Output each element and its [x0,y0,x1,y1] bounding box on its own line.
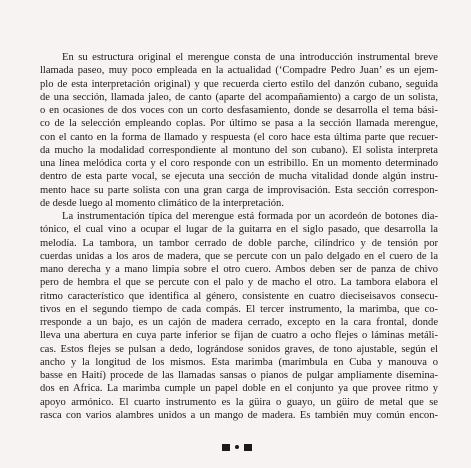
text-line: rasca con varios alambres unidos a un mango de madera. Es también muy común encon- [40,409,438,421]
text-line: mano derecha y a mano limpia sobre el otro cuero. Ambos deben ser de panza de chivo [40,264,438,275]
body-text [40,51,438,422]
page-footer-ornament [222,443,252,451]
text-line: En su estructura original el merengue consta de una introducción instrumental breve [62,52,438,63]
text-line: pero de hembra el que se percute con el palo y de macho el otro. La tambora elabora el [40,277,438,289]
text-line: co de la selección empleando coplas. Por último se pasa a la sección llamada merengue, [40,118,438,130]
text-line: tivos en el segundo tiempo de cada compás. El tercer instrumento, la marimba, que co- [40,303,438,315]
text-line: de desde luego al momento climático de la interpretación. [40,197,284,209]
square-ornament-icon [244,444,252,451]
text-line: La instrumentación típica del merengue está formada por un acordeón de botones dia- [62,211,438,222]
text-line: rresponde a un bajo, es un cajón de madera cerrado, excepto en la cara frontal, donde [40,317,438,328]
text-line: ancho y la longitud de los mismos. Esta marimba (marímbula en Cuba y manouva o [40,356,438,368]
text-line: da mucho la modalidad correspondiente al montuno del son cubano). El solista interpreta [40,144,438,156]
text-line: de una sección, llamada jaleo, de canto (aparte del acompañamiento) a cargo de un solista, [40,91,438,103]
text-line: basse en Haití) procede de las llamadas sansas o pianos de pulgar ampliamente disemina- [40,370,438,381]
text-line: ritmo característico que identifica al género, consistente en cuatro dieciseisavos consecu- [40,290,438,302]
text-line: mento hace su parte solista con una gran carga de improvisación. Esta sección correspon- [40,184,438,196]
text-line: melodía. La tambora, un tambor cerrado de doble parche, cilíndrico y de tensión por [40,237,438,249]
square-ornament-icon [222,444,230,451]
text-line: tónico, el cual vino a ocupar el lugar de la guitarra en el siglo pasado, que desarrolla la [40,224,438,236]
text-line: llamada paseo, muy poco empleada en la actualidad (‘Compadre Pedro Juan’ es un ejem- [40,65,438,77]
text-line: una línea melódica corta y el coro responde con un estribillo. En un momento determinado [40,158,438,169]
text-line: lleva una abertura en cuya parte inferior se fijan de cuatro a ocho flejes o láminas metáli- [40,330,438,342]
text-line: dentro de esta parte vocal, se ejecuta una sección de mucha vitalidad donde algún instru- [40,171,438,183]
text-line: o en ocasiones de dos voces con un corto desfasamiento, donde se desarrolla el tema bási- [40,105,438,116]
text-line: dos en Africa. La marimba cumple un papel doble en el conjunto ya que provee ritmo y [40,383,438,395]
paragraph-instrumentation [40,210,438,422]
text-line: con el canto en la forma de llamado y respuesta (el coro hace esta última parte que recuer- [40,131,438,143]
text-line: cas. Estos flejes se pulsan a dedo, lográndose sonidos graves, de tono ajustable, según el [40,343,438,355]
text-line: plo de esta interpretación original) y que recuerda cierto estilo del danzón cubano, seguida [40,78,438,90]
text-line: cuerdas unidas a los aros de madera, que se percute con un palo delgado en el cuero de la [40,250,438,262]
dot-ornament-icon [235,445,239,449]
text-line: apoyo armónico. El cuarto instrumento es la güira o guayo, un güiro de metal que se [40,396,438,408]
paragraph-structure [40,51,438,210]
